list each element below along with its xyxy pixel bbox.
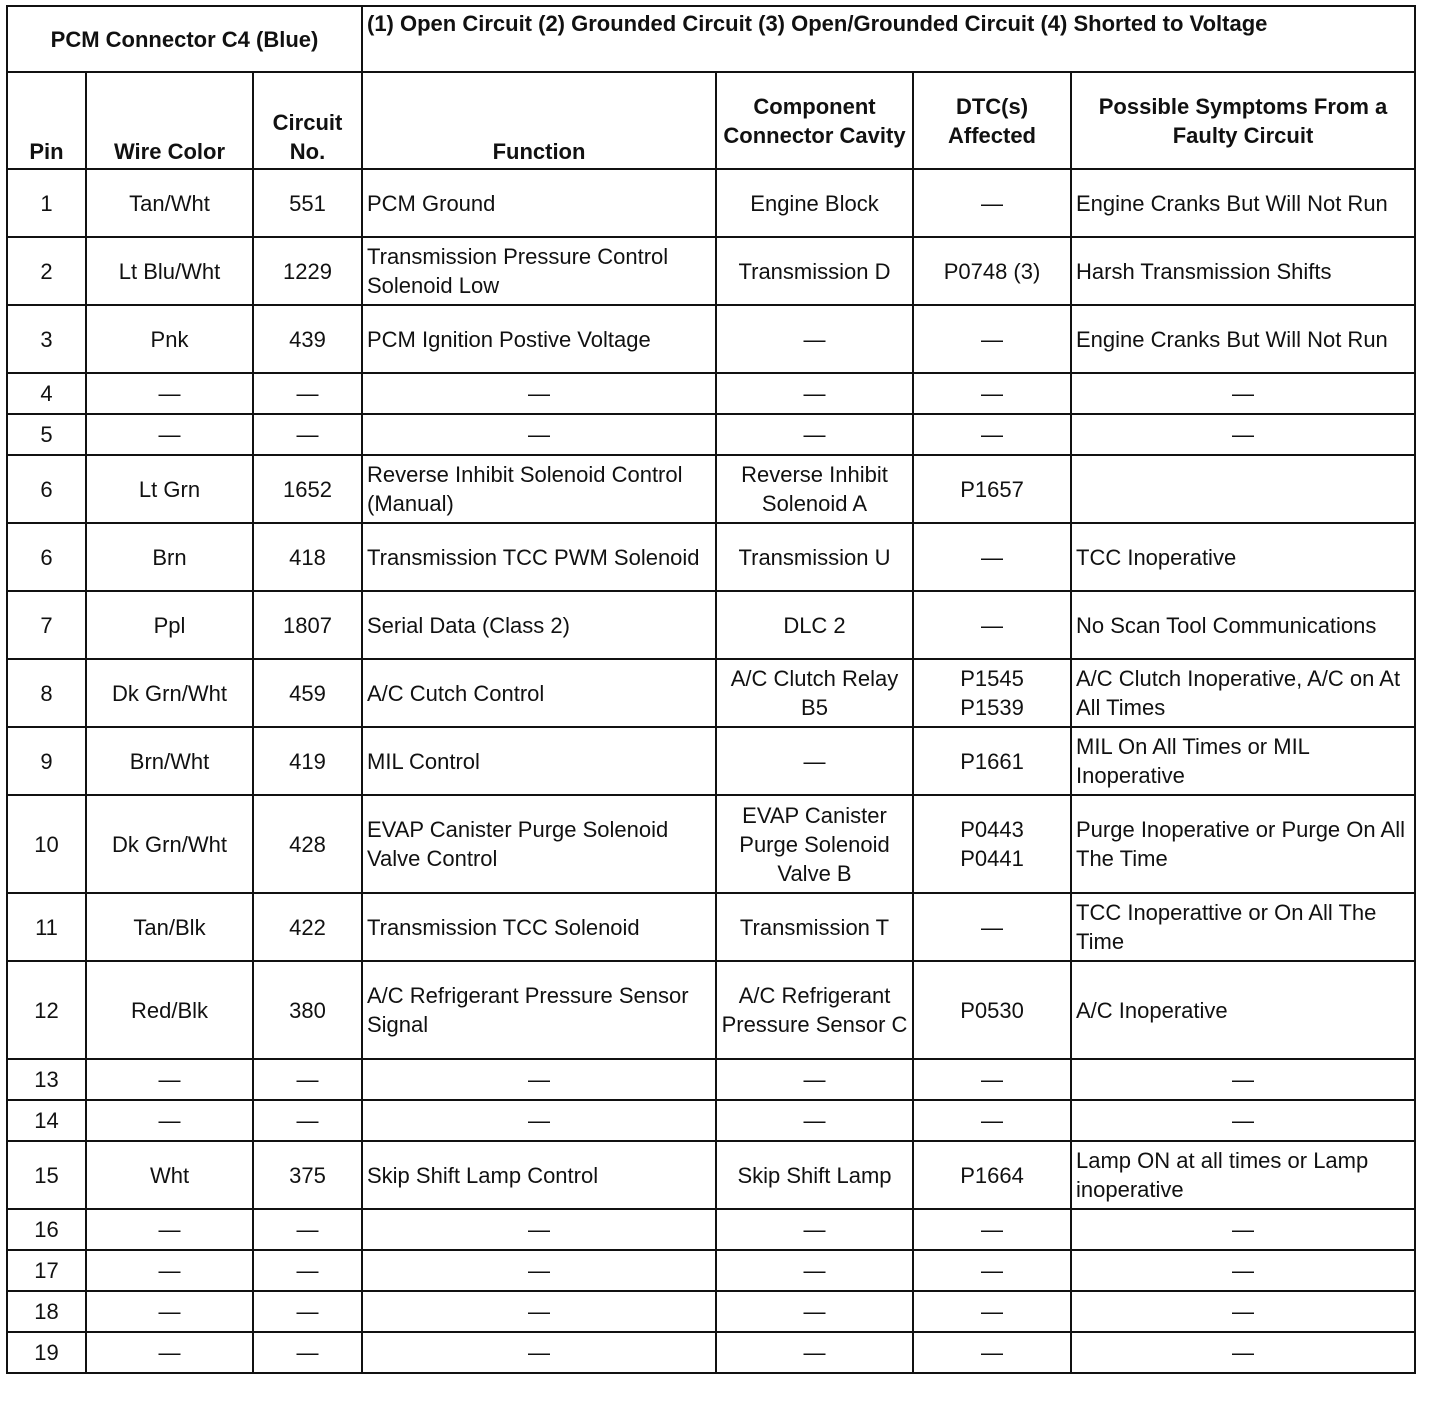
cell-cavity: —: [716, 1209, 913, 1250]
cell-wire-color: Tan/Blk: [86, 893, 253, 961]
table-row: [7, 1332, 1415, 1373]
cell-symptoms: —: [1071, 1209, 1415, 1250]
cell-cavity: —: [716, 1332, 913, 1373]
cell-pin: 6: [7, 455, 86, 523]
cell-circuit: 1229: [253, 237, 362, 305]
cell-circuit: —: [253, 1250, 362, 1291]
table-row: [7, 1141, 1415, 1209]
cell-function: Transmission TCC PWM Solenoid: [362, 523, 716, 591]
cell-wire-color: —: [86, 1059, 253, 1100]
cell-function: —: [362, 1209, 716, 1250]
table-row: [7, 523, 1415, 591]
cell-wire-color: Dk Grn/Wht: [86, 659, 253, 727]
table-row: [7, 591, 1415, 659]
dtc-code: —: [981, 422, 1003, 447]
cell-circuit: —: [253, 1059, 362, 1100]
cell-function: EVAP Canister Purge Solenoid Valve Control: [362, 795, 716, 893]
cell-symptoms: —: [1071, 1059, 1415, 1100]
cell-pin: 13: [7, 1059, 86, 1100]
cell-cavity: —: [716, 1250, 913, 1291]
cell-pin: 12: [7, 961, 86, 1059]
dtc-code: —: [981, 326, 1003, 352]
cell-pin: 8: [7, 659, 86, 727]
cell-dtc: [913, 1209, 1071, 1250]
cell-wire-color: —: [86, 373, 253, 414]
table-row: [7, 1059, 1415, 1100]
col-header-wire-color: Wire Color: [86, 72, 253, 169]
cell-function: Skip Shift Lamp Control: [362, 1141, 716, 1209]
cell-function: A/C Refrigerant Pressure Sensor Signal: [362, 961, 716, 1059]
cell-dtc: [913, 893, 1071, 961]
cell-symptoms: TCC Inoperative: [1071, 523, 1415, 591]
dtc-code: —: [981, 1108, 1003, 1133]
cell-dtc: [913, 237, 1071, 305]
table-row: [7, 961, 1415, 1059]
col-header-cavity: Component Connector Cavity: [716, 72, 913, 169]
cell-symptoms: Purge Inoperative or Purge On All The Time: [1071, 795, 1415, 893]
cell-symptoms: Lamp ON at all times or Lamp inoperative: [1071, 1141, 1415, 1209]
cell-cavity: DLC 2: [716, 591, 913, 659]
cell-pin: 15: [7, 1141, 86, 1209]
cell-cavity: —: [716, 305, 913, 373]
cell-wire-color: Lt Grn: [86, 455, 253, 523]
cell-cavity: —: [716, 414, 913, 455]
cell-circuit: —: [253, 1100, 362, 1141]
cell-dtc: [913, 373, 1071, 414]
cell-dtc: [913, 795, 1071, 893]
cell-dtc: [913, 1100, 1071, 1141]
cell-pin: 6: [7, 523, 86, 591]
cell-cavity: —: [716, 727, 913, 795]
cell-wire-color: Brn/Wht: [86, 727, 253, 795]
dtc-code: —: [981, 544, 1003, 570]
cell-cavity: Skip Shift Lamp: [716, 1141, 913, 1209]
cell-cavity: A/C Clutch Relay B5: [716, 659, 913, 727]
cell-cavity: Engine Block: [716, 169, 913, 237]
cell-function: —: [362, 1332, 716, 1373]
cell-wire-color: Pnk: [86, 305, 253, 373]
cell-dtc: [913, 1141, 1071, 1209]
cell-cavity: —: [716, 373, 913, 414]
cell-pin: 18: [7, 1291, 86, 1332]
cell-circuit: 551: [253, 169, 362, 237]
dtc-code: P0530: [960, 997, 1024, 1023]
cell-pin: 4: [7, 373, 86, 414]
cell-circuit: 418: [253, 523, 362, 591]
cell-cavity: —: [716, 1059, 913, 1100]
cell-function: —: [362, 1059, 716, 1100]
dtc-code: —: [981, 1299, 1003, 1324]
dtc-code: P0443: [960, 817, 1024, 842]
cell-dtc: [913, 455, 1071, 523]
cell-function: —: [362, 1250, 716, 1291]
cell-function: —: [362, 373, 716, 414]
cell-function: —: [362, 1291, 716, 1332]
cell-pin: 11: [7, 893, 86, 961]
cell-symptoms: —: [1071, 1100, 1415, 1141]
cell-circuit: 439: [253, 305, 362, 373]
cell-wire-color: —: [86, 1291, 253, 1332]
cell-circuit: 459: [253, 659, 362, 727]
cell-function: Serial Data (Class 2): [362, 591, 716, 659]
dtc-code: —: [981, 381, 1003, 406]
table-row: [7, 893, 1415, 961]
cell-symptoms: —: [1071, 1291, 1415, 1332]
cell-dtc: [913, 659, 1071, 727]
cell-circuit: 428: [253, 795, 362, 893]
cell-dtc: [913, 523, 1071, 591]
cell-pin: 16: [7, 1209, 86, 1250]
cell-symptoms: Engine Cranks But Will Not Run: [1071, 305, 1415, 373]
cell-pin: 5: [7, 414, 86, 455]
cell-function: Reverse Inhibit Solenoid Control (Manual): [362, 455, 716, 523]
cell-circuit: —: [253, 414, 362, 455]
cell-symptoms: MIL On All Times or MIL Inoperative: [1071, 727, 1415, 795]
cell-wire-color: Ppl: [86, 591, 253, 659]
cell-wire-color: —: [86, 1332, 253, 1373]
cell-dtc: [913, 1291, 1071, 1332]
cell-function: PCM Ground: [362, 169, 716, 237]
cell-circuit: —: [253, 1332, 362, 1373]
dtc-code: —: [981, 1217, 1003, 1242]
cell-symptoms: —: [1071, 414, 1415, 455]
table-row: [7, 727, 1415, 795]
dtc-code: —: [981, 1067, 1003, 1092]
cell-dtc: [913, 305, 1071, 373]
cell-circuit: 380: [253, 961, 362, 1059]
cell-pin: 2: [7, 237, 86, 305]
cell-symptoms: —: [1071, 373, 1415, 414]
cell-wire-color: —: [86, 1209, 253, 1250]
table-row: [7, 414, 1415, 455]
dtc-code: —: [981, 914, 1003, 940]
cell-dtc: [913, 1332, 1071, 1373]
cell-dtc: [913, 727, 1071, 795]
cell-pin: 17: [7, 1250, 86, 1291]
cell-cavity: EVAP Canister Purge Solenoid Valve B: [716, 795, 913, 893]
cell-circuit: 1807: [253, 591, 362, 659]
cell-function: PCM Ignition Postive Voltage: [362, 305, 716, 373]
cell-circuit: 1652: [253, 455, 362, 523]
cell-function: —: [362, 1100, 716, 1141]
table-row: [7, 795, 1415, 893]
table-row: [7, 237, 1415, 305]
table-row: [7, 1209, 1415, 1250]
table-row: [7, 659, 1415, 727]
table-row: [7, 305, 1415, 373]
dtc-code: P0441: [960, 846, 1024, 871]
cell-circuit: —: [253, 373, 362, 414]
cell-dtc: [913, 591, 1071, 659]
cell-cavity: Transmission T: [716, 893, 913, 961]
cell-cavity: Transmission D: [716, 237, 913, 305]
cell-cavity: —: [716, 1291, 913, 1332]
cell-cavity: A/C Refrigerant Pressure Sensor C: [716, 961, 913, 1059]
cell-wire-color: Lt Blu/Wht: [86, 237, 253, 305]
cell-wire-color: Red/Blk: [86, 961, 253, 1059]
column-header-row: [7, 72, 1415, 169]
cell-function: Transmission TCC Solenoid: [362, 893, 716, 961]
dtc-code: P1539: [960, 695, 1024, 720]
cell-pin: 9: [7, 727, 86, 795]
col-header-circuit: Circuit No.: [253, 72, 362, 169]
cell-dtc: [913, 169, 1071, 237]
cell-function: Transmission Pressure Control Solenoid Low: [362, 237, 716, 305]
dtc-code: —: [981, 1340, 1003, 1365]
dtc-code: P0748 (3): [943, 258, 1041, 284]
cell-wire-color: Dk Grn/Wht: [86, 795, 253, 893]
table-row: [7, 1291, 1415, 1332]
cell-circuit: 419: [253, 727, 362, 795]
cell-cavity: Reverse Inhibit Solenoid A: [716, 455, 913, 523]
dtc-code: P1657: [960, 476, 1024, 502]
cell-circuit: 375: [253, 1141, 362, 1209]
cell-pin: 14: [7, 1100, 86, 1141]
dtc-code: —: [981, 190, 1003, 216]
cell-dtc: [913, 1250, 1071, 1291]
cell-symptoms: A/C Inoperative: [1071, 961, 1415, 1059]
cell-wire-color: Brn: [86, 523, 253, 591]
cell-symptoms: TCC Inoperattive or On All The Time: [1071, 893, 1415, 961]
table-title-row: [7, 6, 1415, 72]
circuit-legend: (1) Open Circuit (2) Grounded Circuit (3) Open/Grounded Circuit (4) Shorted to Voltage: [362, 6, 1415, 72]
cell-cavity: Transmission U: [716, 523, 913, 591]
table-row: [7, 169, 1415, 237]
cell-symptoms: —: [1071, 1332, 1415, 1373]
cell-pin: 3: [7, 305, 86, 373]
cell-pin: 10: [7, 795, 86, 893]
table-row: [7, 1250, 1415, 1291]
cell-symptoms: A/C Clutch Inoperative, A/C on At All Times: [1071, 659, 1415, 727]
dtc-code: P1545: [960, 666, 1024, 691]
cell-pin: 7: [7, 591, 86, 659]
cell-function: —: [362, 414, 716, 455]
cell-symptoms: Engine Cranks But Will Not Run: [1071, 169, 1415, 237]
cell-function: A/C Cutch Control: [362, 659, 716, 727]
cell-symptoms: [1071, 455, 1415, 523]
col-header-symptoms: Possible Symptoms From a Faulty Circuit: [1071, 72, 1415, 169]
table-row: [7, 455, 1415, 523]
cell-symptoms: No Scan Tool Communications: [1071, 591, 1415, 659]
dtc-code: —: [981, 612, 1003, 638]
cell-wire-color: —: [86, 1250, 253, 1291]
dtc-code: —: [981, 1258, 1003, 1283]
cell-cavity: —: [716, 1100, 913, 1141]
dtc-code: P1664: [960, 1162, 1024, 1188]
cell-dtc: [913, 414, 1071, 455]
connector-title: PCM Connector C4 (Blue): [7, 6, 362, 72]
col-header-dtc: DTC(s) Affected: [913, 72, 1071, 169]
cell-pin: 1: [7, 169, 86, 237]
cell-dtc: [913, 1059, 1071, 1100]
cell-function: MIL Control: [362, 727, 716, 795]
cell-circuit: —: [253, 1291, 362, 1332]
table-row: [7, 373, 1415, 414]
col-header-pin: Pin: [7, 72, 86, 169]
table-row: [7, 1100, 1415, 1141]
cell-circuit: 422: [253, 893, 362, 961]
dtc-code: P1661: [960, 748, 1024, 774]
cell-wire-color: Wht: [86, 1141, 253, 1209]
cell-symptoms: Harsh Transmission Shifts: [1071, 237, 1415, 305]
table-body: [7, 169, 1415, 1373]
cell-pin: 19: [7, 1332, 86, 1373]
col-header-function: Function: [362, 72, 716, 169]
cell-circuit: —: [253, 1209, 362, 1250]
cell-wire-color: —: [86, 1100, 253, 1141]
cell-dtc: [913, 961, 1071, 1059]
cell-wire-color: Tan/Wht: [86, 169, 253, 237]
pcm-connector-table: [6, 5, 1416, 1374]
cell-wire-color: —: [86, 414, 253, 455]
cell-symptoms: —: [1071, 1250, 1415, 1291]
